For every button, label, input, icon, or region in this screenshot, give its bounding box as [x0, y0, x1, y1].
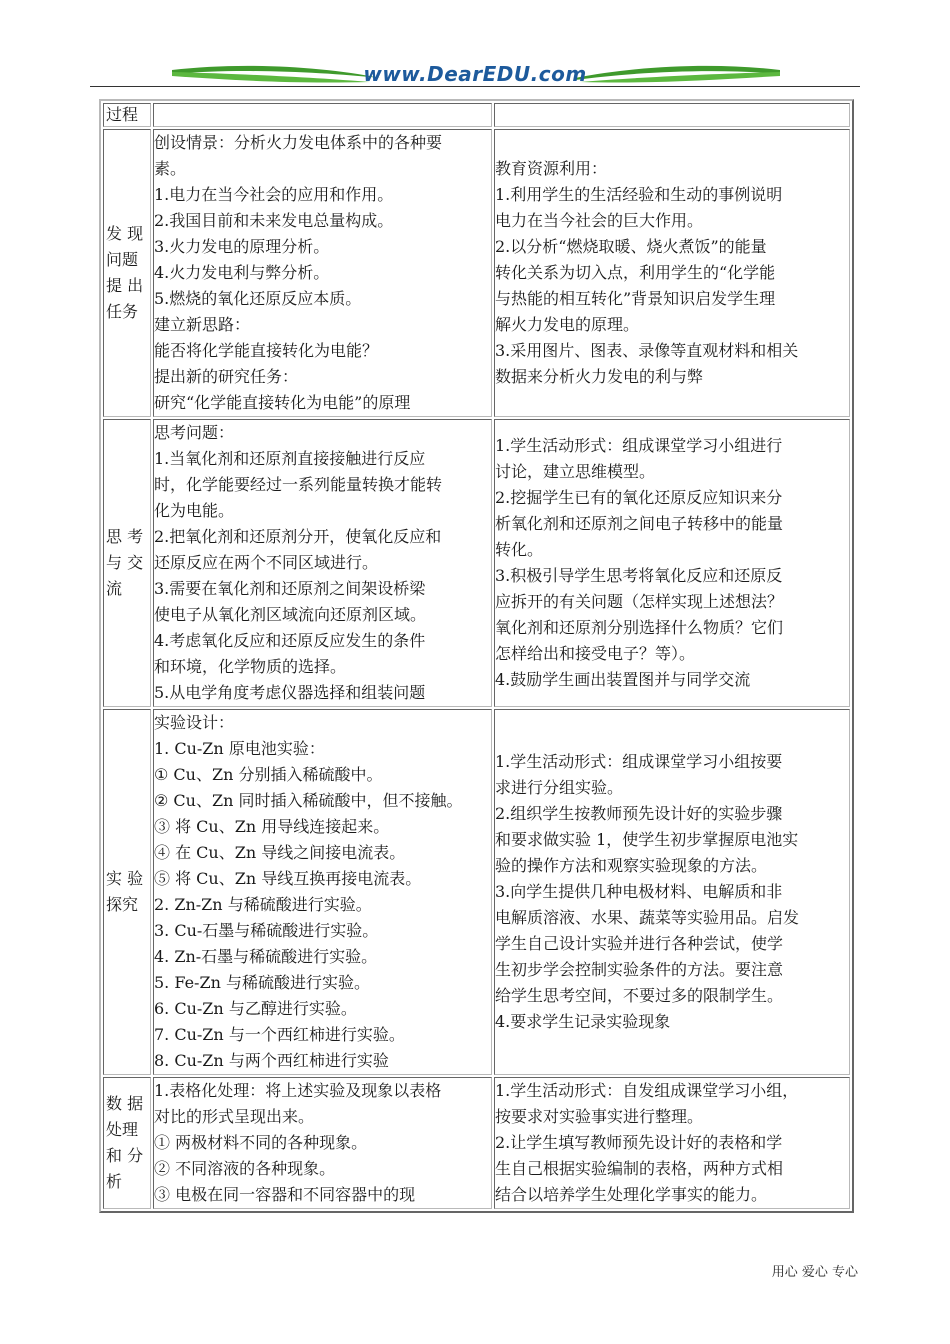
- cell-line: 3. Cu-石墨与稀硫酸进行实验。: [154, 921, 379, 940]
- cell-line: 发 现: [106, 224, 144, 243]
- cell-line: 1.电力在当今社会的应用和作用。: [154, 185, 394, 204]
- table-row: [103, 1077, 850, 1209]
- cell-line: 求进行分组实验。: [495, 778, 624, 797]
- cell-line: 验的操作方法和观察实验现象的方法。: [495, 856, 768, 875]
- cell-line: 给学生思考空间，不要过多的限制学生。: [495, 986, 784, 1005]
- cell-line: 2.我国目前和未来发电总量构成。: [154, 211, 394, 230]
- cell-line: 2. Zn-Zn 与稀硫酸进行实验。: [154, 895, 372, 914]
- cell-line: 电力在当今社会的巨大作用。: [495, 211, 704, 230]
- cell-line: 3.向学生提供几种电极材料、电解质和非: [495, 882, 783, 901]
- cell-line: ② Cu、Zn 同时插入稀硫酸中，但不接触。: [154, 791, 463, 810]
- cell-line: 按要求对实验事实进行整理。: [495, 1107, 704, 1126]
- cell-line: 2.把氧化剂和还原剂分开，使氧化反应和: [154, 527, 442, 546]
- cell-line: 2.挖掘学生已有的氧化还原反应知识来分: [495, 488, 783, 507]
- cell-line: ③ 电极在同一容器和不同容器中的现: [154, 1185, 416, 1204]
- table-row: [103, 709, 850, 1075]
- cell-line: 过程: [106, 105, 139, 124]
- cell-line: 思 考: [106, 527, 144, 546]
- cell-line: 创设情景：分析火力发电体系中的各种要: [154, 133, 443, 152]
- site-logo-text: www.DearEDU.com: [363, 62, 587, 86]
- cell-line: 1.学生活动形式：自发组成课堂学习小组，: [495, 1081, 799, 1100]
- cell-line: 4.鼓励学生画出装置图并与同学交流: [495, 670, 751, 689]
- cell-line: 转化。: [495, 540, 544, 559]
- cell-line: 怎样给出和接受电子？等）。: [495, 644, 696, 663]
- stage-cell: [103, 1077, 151, 1209]
- cell-line: 电解质溶液、水果、蔬菜等实验用品。启发: [495, 908, 800, 927]
- cell-line: 与 交: [106, 553, 144, 572]
- content-cell: [153, 103, 492, 127]
- cell-line: 探究: [106, 895, 139, 914]
- cell-line: 4.要求学生记录实验现象: [495, 1012, 671, 1031]
- stage-cell: [103, 129, 151, 417]
- footer-slogan: 用心 爱心 专心: [771, 1265, 858, 1280]
- cell-line: 实 验: [106, 869, 144, 888]
- cell-line: 3.需要在氧化剂和还原剂之间架设桥梁: [154, 579, 426, 598]
- cell-line: 任务: [106, 302, 139, 321]
- cell-line: 思考问题：: [154, 423, 235, 442]
- cell-line: 2.以分析“燃烧取暖、烧火煮饭”的能量: [495, 237, 767, 256]
- cell-line: 6. Cu-Zn 与乙醇进行实验。: [154, 999, 357, 1018]
- cell-line: 1.当氧化剂和还原剂直接接触进行反应: [154, 449, 426, 468]
- stage-cell: [103, 419, 151, 707]
- cell-line: 析氧化剂和还原剂之间电子转移中的能量: [495, 514, 784, 533]
- cell-line: ② 不同溶液的各种现象。: [154, 1159, 336, 1178]
- cell-line: 1. Cu-Zn 原电池实验：: [154, 739, 325, 758]
- table-row: [103, 129, 850, 417]
- cell-line: 和环境，化学物质的选择。: [154, 657, 347, 676]
- cell-line: 流: [106, 579, 123, 598]
- cell-line: 7. Cu-Zn 与一个西红柿进行实验。: [154, 1025, 405, 1044]
- cell-line: 转化关系为切入点，利用学生的“化学能: [495, 263, 776, 282]
- cell-line: ① Cu、Zn 分别插入稀硫酸中。: [154, 765, 383, 784]
- stage-cell: [103, 709, 151, 1075]
- cell-line: 4.火力发电利与弊分析。: [154, 263, 330, 282]
- content-cell: [153, 129, 492, 417]
- cell-line: 处理: [106, 1120, 139, 1139]
- table-row: [103, 103, 850, 127]
- cell-line: 研究“化学能直接转化为电能”的原理: [154, 393, 411, 412]
- cell-line: 4. Zn-石墨与稀硫酸进行实验。: [154, 947, 378, 966]
- cell-line: 氧化剂和还原剂分别选择什么物质？它们: [495, 618, 784, 637]
- cell-line: 数 据: [106, 1094, 144, 1113]
- cell-line: 对比的形式呈现出来。: [154, 1107, 315, 1126]
- cell-line: ③ 将 Cu、Zn 用导线连接起来。: [154, 817, 390, 836]
- cell-line: ① 两极材料不同的各种现象。: [154, 1133, 368, 1152]
- cell-line: 3.采用图片、图表、录像等直观材料和相关: [495, 341, 799, 360]
- cell-line: 应拆开的有关问题（怎样实现上述想法？: [495, 592, 784, 611]
- cell-line: 使电子从氧化剂区域流向还原剂区域。: [154, 605, 427, 624]
- cell-line: 2.让学生填写教师预先设计好的表格和学: [495, 1133, 783, 1152]
- cell-line: 5.从电学角度考虑仪器选择和组装问题: [154, 683, 426, 702]
- cell-line: 2.组织学生按教师预先设计好的实验步骤: [495, 804, 783, 823]
- cell-line: 1.学生活动形式：组成课堂学习小组按要: [495, 752, 783, 771]
- cell-line: 数据来分析火力发电的利与弊: [495, 367, 704, 386]
- cell-line: 教育资源利用：: [495, 159, 608, 178]
- cell-line: 解火力发电的原理。: [495, 315, 640, 334]
- cell-line: 4.考虑氧化反应和还原反应发生的条件: [154, 631, 426, 650]
- table-row: [103, 419, 850, 707]
- content-cell: [153, 1077, 492, 1209]
- cell-line: 素。: [154, 159, 187, 178]
- content-cell: [153, 709, 492, 1075]
- cell-line: 1.利用学生的生活经验和生动的事例说明: [495, 185, 783, 204]
- cell-line: 提 出: [106, 276, 144, 295]
- cell-line: 3.积极引导学生思考将氧化反应和还原反: [495, 566, 783, 585]
- content-cell: [153, 419, 492, 707]
- stage-cell: [103, 103, 151, 127]
- cell-line: 和要求做实验 1，使学生初步掌握原电池实: [495, 830, 799, 849]
- lesson-plan-table: [99, 99, 850, 1213]
- cell-line: 时，化学能要经过一系列能量转换才能转: [154, 475, 443, 494]
- cell-line: 析: [106, 1172, 123, 1191]
- cell-line: 提出新的研究任务：: [154, 367, 299, 386]
- cell-line: 学生自己设计实验并进行各种尝试，使学: [495, 934, 784, 953]
- cell-line: 化为电能。: [154, 501, 235, 520]
- cell-line: 1.学生活动形式：组成课堂学习小组进行: [495, 436, 783, 455]
- cell-line: 和 分: [106, 1146, 144, 1165]
- cell-line: 5. Fe-Zn 与稀硫酸进行实验。: [154, 973, 370, 992]
- cell-line: 能否将化学能直接转化为电能？: [154, 341, 379, 360]
- cell-line: 3.火力发电的原理分析。: [154, 237, 330, 256]
- notes-cell: [494, 1077, 850, 1209]
- cell-line: ⑤ 将 Cu、Zn 导线互换再接电流表。: [154, 869, 422, 888]
- cell-line: 问题: [106, 250, 139, 269]
- cell-line: 生初步学会控制实验条件的方法。要注意: [495, 960, 784, 979]
- cell-line: 建立新思路：: [154, 315, 251, 334]
- cell-line: 讨论，建立思维模型。: [495, 462, 656, 481]
- cell-line: ④ 在 Cu、Zn 导线之间接电流表。: [154, 843, 406, 862]
- cell-line: 生自己根据实验编制的表格，两种方式相: [495, 1159, 784, 1178]
- cell-line: 8. Cu-Zn 与两个西红柿进行实验: [154, 1051, 389, 1070]
- notes-cell: [494, 129, 850, 417]
- header-divider: [90, 86, 860, 87]
- cell-line: 1.表格化处理：将上述实验及现象以表格: [154, 1081, 442, 1100]
- cell-line: 结合以培养学生处理化学事实的能力。: [495, 1185, 768, 1204]
- notes-cell: [494, 419, 850, 707]
- cell-line: 与热能的相互转化”背景知识启发学生理: [495, 289, 776, 308]
- notes-cell: [494, 103, 850, 127]
- cell-line: 实验设计：: [154, 713, 235, 732]
- cell-line: 还原反应在两个不同区域进行。: [154, 553, 379, 572]
- cell-line: 5.燃烧的氧化还原反应本质。: [154, 289, 362, 308]
- notes-cell: [494, 709, 850, 1075]
